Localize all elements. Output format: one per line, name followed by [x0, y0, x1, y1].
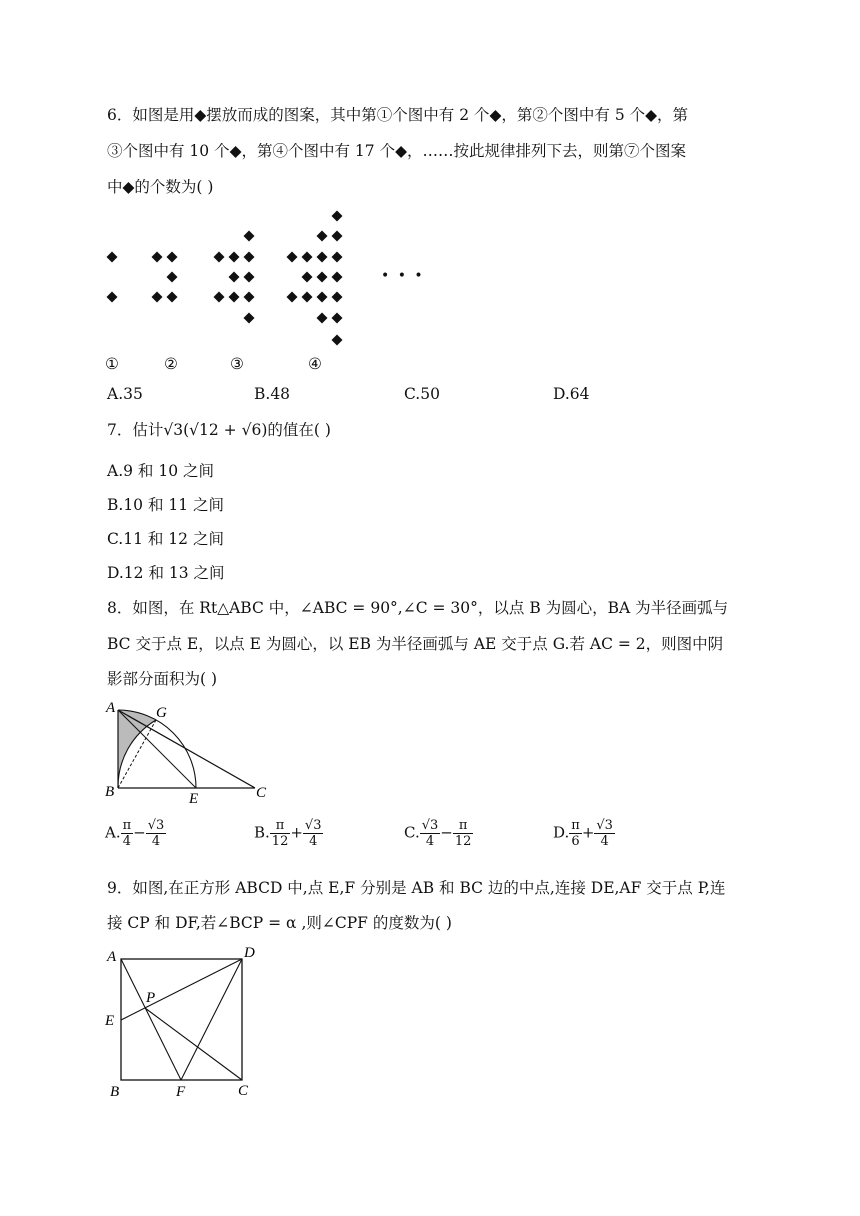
q7-option-a: A.9 和 10 之间	[107, 462, 214, 480]
pattern-1	[107, 252, 118, 303]
q7-option-c: C.11 和 12 之间	[107, 530, 224, 548]
q6-label-4: ④	[308, 355, 322, 373]
q9-stem-line2: 接 CP 和 DF,若∠BCP = α ,则∠CPF 的度数为( )	[107, 914, 452, 932]
label-e: E	[105, 1013, 115, 1029]
q8-stem-line1: 8．如图，在 Rt△ABC 中，∠ABC = 90°,∠C = 30°，以点 B 为圆心，BA 为半径画弧与	[107, 599, 729, 617]
pattern-2	[152, 252, 178, 303]
pattern-4	[287, 211, 343, 346]
label-c: C	[256, 785, 267, 801]
q6-ellipsis: • • •	[381, 268, 425, 284]
q6-label-1: ①	[105, 355, 119, 373]
label-p: P	[146, 990, 156, 1006]
q9-square-figure	[100, 940, 270, 1105]
q8-option-b: B. $\frac{\pi}{12}$ + $\frac{√3}{4}$	[254, 818, 322, 849]
q8-stem-line3: 影部分面积为( )	[107, 670, 218, 688]
q6-option-c: C.50	[404, 385, 440, 403]
pattern-3	[214, 231, 255, 324]
q6-option-d: D.64	[553, 385, 590, 403]
q8-stem-line2: BC 交于点 E，以点 E 为圆心，以 EB 为半径画弧与 AE 交于点 G.若 AC = 2，则图中阴	[107, 635, 724, 653]
q6-stem-line2: ③个图中有 10 个◆，第④个图中有 17 个◆，……按此规律排列下去，则第⑦个图案	[107, 142, 686, 160]
q6-label-3: ③	[230, 355, 244, 373]
q8-option-a: A. $\frac{\pi}{4}$ − $\frac{√3}{4}$	[105, 818, 165, 849]
q6-option-a: A.35	[107, 385, 143, 403]
q6-label-2: ②	[164, 355, 178, 373]
q6-stem-line1: 6．如图是用◆摆放而成的图案，其中第①个图中有 2 个◆，第②个图中有 5 个◆，第	[107, 106, 689, 124]
q8-option-d: D. $\frac{\pi}{6}$ + $\frac{√3}{4}$	[553, 818, 613, 849]
q7-option-b: B.10 和 11 之间	[107, 496, 225, 514]
label-b: B	[110, 1084, 120, 1100]
q7-option-d: D.12 和 13 之间	[107, 564, 225, 582]
label-f: F	[176, 1084, 186, 1100]
q9-stem-line1: 9．如图,在正方形 ABCD 中,点 E,F 分别是 AB 和 BC 边的中点,连接 DE,AF 交于点 P,连	[107, 879, 726, 897]
q6-stem-line3: 中◆的个数为( )	[107, 178, 214, 196]
q6-option-b: B.48	[254, 385, 291, 403]
label-a: A	[107, 949, 117, 965]
q8-triangle-figure	[100, 700, 275, 810]
label-d: D	[244, 945, 255, 961]
shaded-region	[118, 710, 156, 788]
q7-stem: 7．估计√3(√12 + √6)的值在( )	[107, 421, 331, 439]
label-b: B	[105, 784, 115, 800]
label-e: E	[189, 791, 199, 807]
label-g: G	[156, 705, 167, 721]
label-a: A	[106, 700, 116, 716]
label-c: C	[238, 1083, 249, 1099]
q8-option-c: C. $\frac{√3}{4}$ − $\frac{\pi}{12}$	[404, 818, 472, 849]
